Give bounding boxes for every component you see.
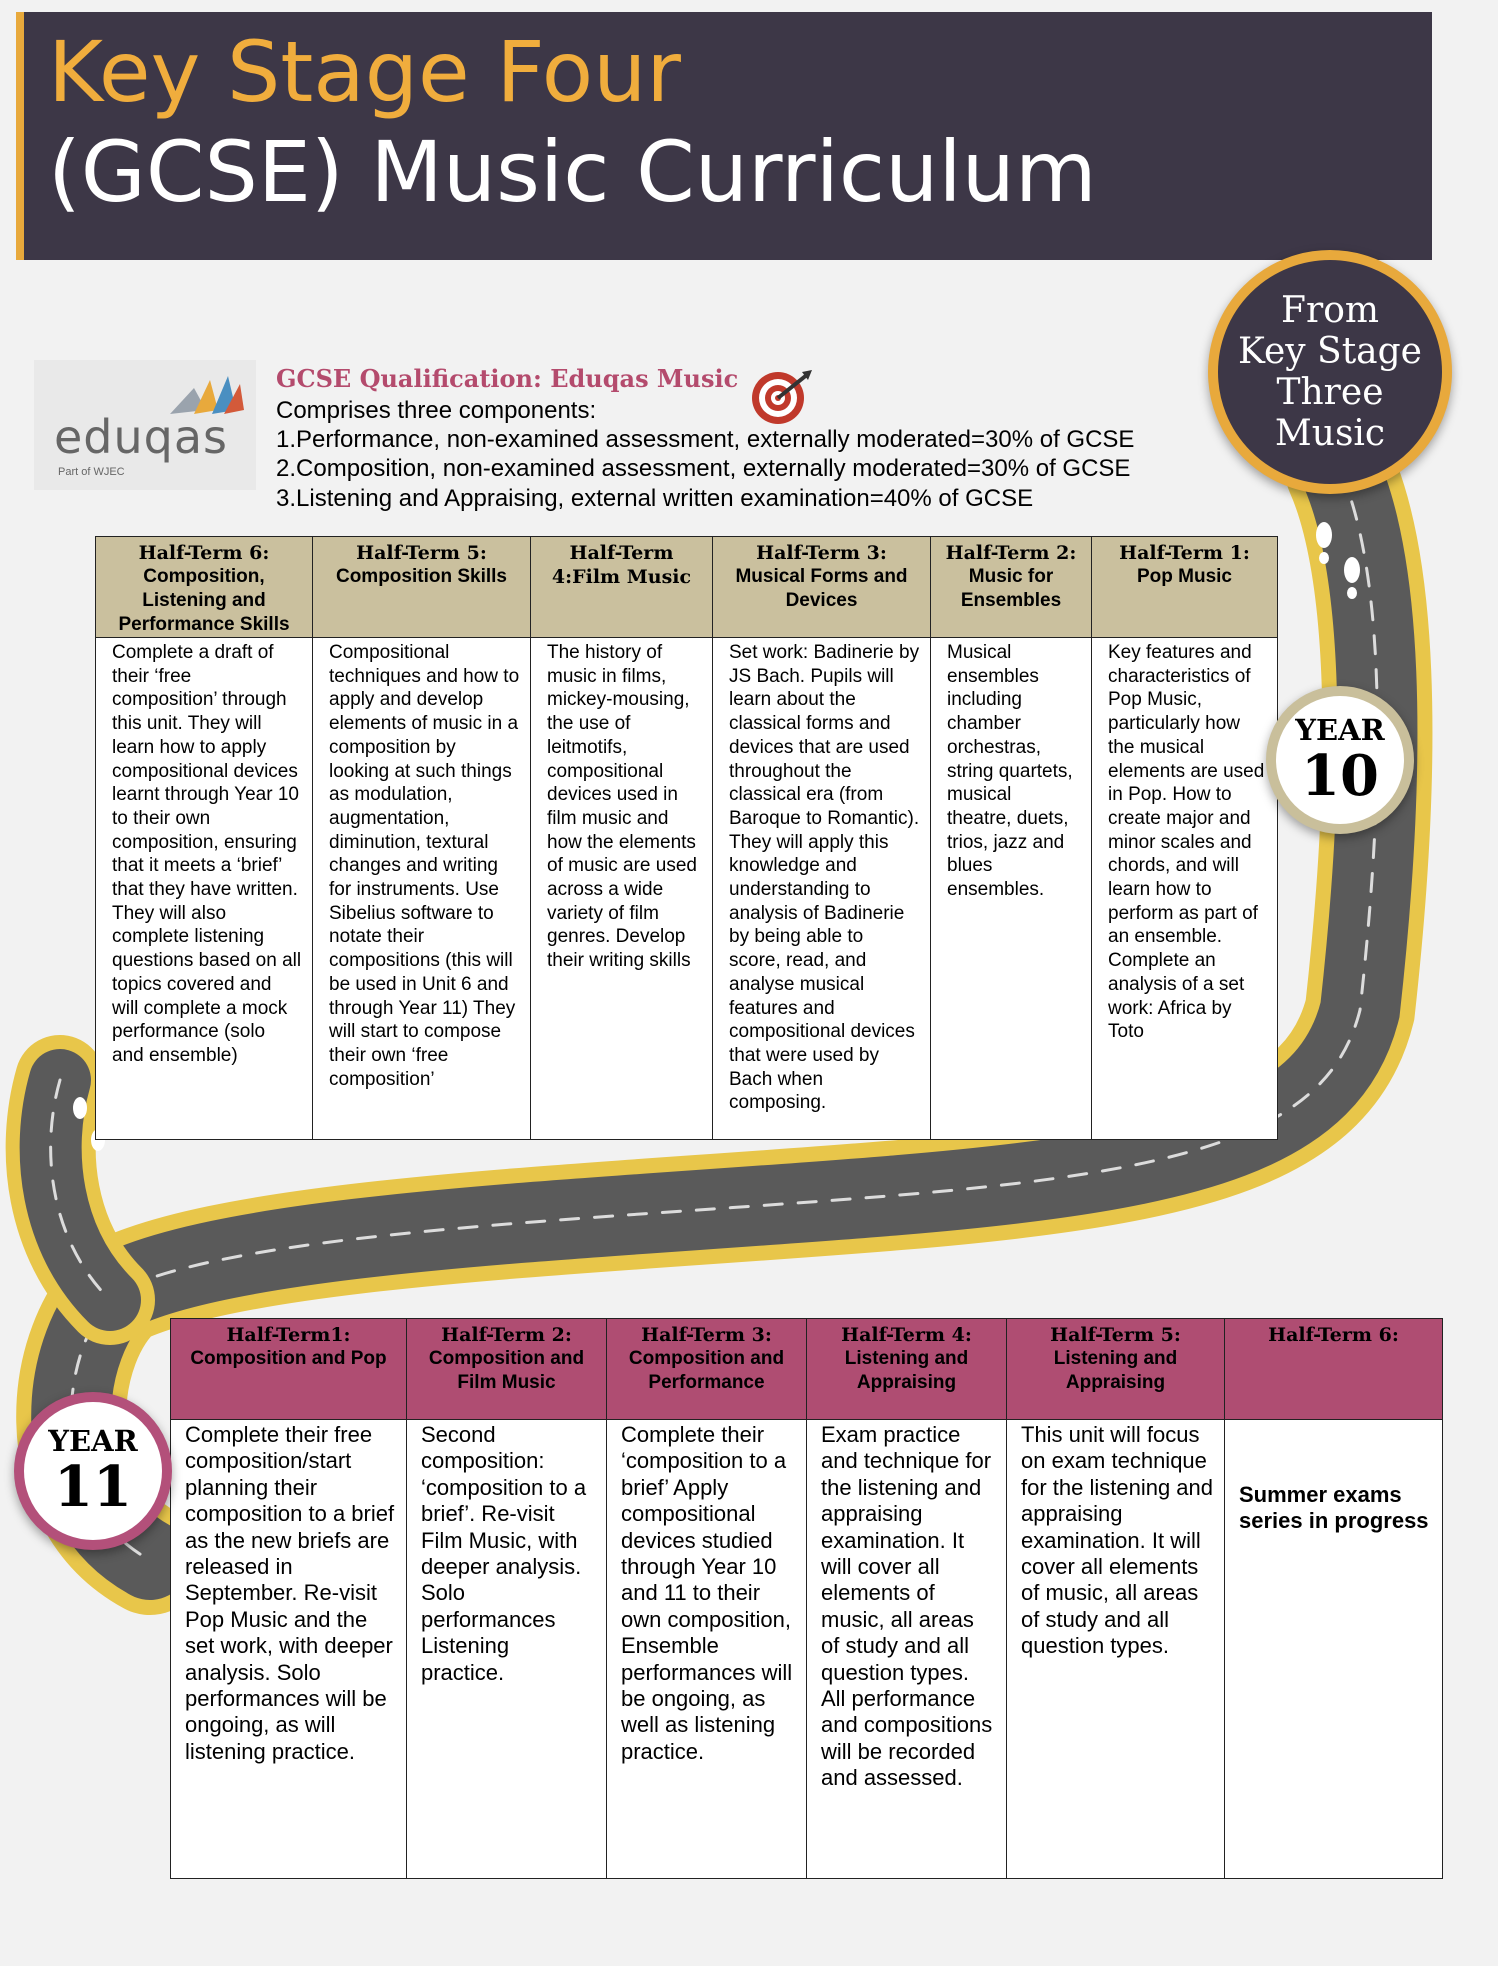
logo-wordmark: eduqas	[54, 410, 229, 464]
term-label: Half-Term 4:Film Music	[551, 542, 692, 588]
topic-label: Composition Skills	[335, 566, 508, 587]
badge-line: Key Stage	[1238, 331, 1422, 372]
qualification-intro: Comprises three components:	[276, 397, 597, 424]
qualification-component: 1.Performance, non-examined assessment, externally moderated=30% of GCSE	[276, 426, 1135, 453]
topic-label: Composition and Pop	[190, 1348, 387, 1369]
topic-label: Listening and Appraising	[844, 1348, 969, 1393]
table-header-cell	[607, 1319, 807, 1420]
year11-table	[170, 1318, 1443, 1879]
table-header-cell	[931, 537, 1092, 638]
table-header-cell	[807, 1319, 1007, 1420]
badge-line: Three	[1276, 372, 1384, 413]
table-cell: This unit will focus on exam technique for the listening and appraising examination. It will cover all elements of music, all areas of study and all question types.	[1007, 1420, 1225, 1879]
table-cell: Exam practice and technique for the listening and appraising examination. It will cover all elements of music, all areas of study and all question types. All performance and compositions will be recorded and assessed.	[807, 1420, 1007, 1879]
page-title-line2: (GCSE) Music Curriculum	[48, 123, 1097, 221]
table-header-cell	[531, 537, 713, 638]
qualification-component: 2.Composition, non-examined assessment, externally moderated=30% of GCSE	[276, 455, 1131, 482]
table-cell: Second composition: ‘composition to a brief’. Re-visit Film Music, with deeper analysis. Solo performances Listening practice.	[407, 1420, 607, 1879]
topic-label: Listening and Appraising	[1053, 1348, 1178, 1393]
qualification-component: 3.Listening and Appraising, external written examination=40% of GCSE	[276, 485, 1034, 512]
term-label: Half-Term 3:	[641, 1324, 772, 1346]
topic-label: Musical Forms and Devices	[735, 566, 908, 611]
term-label: Half-Term 5:	[356, 542, 487, 564]
year11-badge	[14, 1392, 172, 1550]
term-label: Half-Term 4:	[841, 1324, 972, 1346]
badge-line: Music	[1274, 413, 1386, 454]
table-header-cell	[313, 537, 531, 638]
logo-tagline: Part of WJEC	[58, 466, 125, 478]
table-header-cell	[407, 1319, 607, 1420]
table-cell: Complete a draft of their ‘free composition’ through this unit. They will learn how to apply compositional devices learnt through Year 10 to their own composition, ensuring that it meets a ‘brief’ that they have written. They will also complete listening questions based on all topics covered and will complete a mock performance (solo and ensemble)	[96, 638, 313, 1140]
table-cell: Set work: Badinerie by JS Bach. Pupils will learn about the classical forms and devices that are used throughout the classical era (from Baroque to Romantic). They will apply this knowledge and understanding to analysis of Badinerie by being able to score, read, and analyse musical features and compositional devices that were used by Bach when composing.	[713, 638, 931, 1140]
badge-year-number: 11	[54, 1454, 132, 1520]
page-title-line1: Key Stage Four	[48, 23, 681, 121]
term-label: Half-Term 2:	[441, 1324, 572, 1346]
table-cell: The history of music in films, mickey-mousing, the use of leitmotifs, compositional devices used in film music and how the elements of music are used across a wide variety of film genres. Develop their writing skills	[531, 638, 713, 1140]
badge-line: From	[1281, 290, 1379, 331]
topic-label: Composition, Listening and Performance Skills	[118, 566, 290, 635]
term-label: Half-Term 6:	[138, 542, 270, 564]
target-icon	[750, 368, 814, 426]
topic-label: Composition and Performance	[628, 1348, 785, 1393]
table-header-row	[171, 1319, 1443, 1420]
year10-badge	[1266, 686, 1414, 834]
year10-table	[95, 536, 1278, 1140]
eduqas-logo	[34, 360, 256, 490]
table-header-cell	[171, 1319, 407, 1420]
table-cell: Compositional techniques and how to apply and develop elements of music in a composition by looking at such things as modulation, augmentation, diminution, textural changes and writing for instruments. Use Sibelius software to notate their compositions (this will be used in Unit 6 and through Year 11) They will start to compose their own ‘free composition’	[313, 638, 531, 1140]
table-cell: Complete their ‘composition to a brief’ Apply compositional devices studied through Year 10 and 11 to their own composition, Ensemble performances will be ongoing, as well as listening practice.	[607, 1420, 807, 1879]
from-ks3-badge	[1208, 250, 1452, 494]
table-cell: Summer exams series in progress	[1225, 1420, 1443, 1879]
table-cell: Key features and characteristics of Pop Music, particularly how the musical elements are used in Pop. How to create major and minor scales and chords, and will learn how to perform as part of an ensemble. Complete an analysis of a set work: Africa by Toto	[1092, 638, 1278, 1140]
table-header-row	[96, 537, 1278, 638]
table-cell: Musical ensembles including chamber orchestras, string quartets, musical theatre, duets, trios, jazz and blues ensembles.	[931, 638, 1092, 1140]
table-cell: Complete their free composition/start planning their composition to a brief as the new briefs are released in September. Re-visit Pop Music and the set work, with deeper analysis. Solo performances will be ongoing, as will listening practice.	[171, 1420, 407, 1879]
table-header-cell	[1225, 1319, 1443, 1420]
badge-year-label: YEAR	[1295, 713, 1385, 747]
topic-label: Music for Ensembles	[960, 566, 1062, 611]
term-label: Half-Term 3:	[756, 542, 887, 564]
table-header-cell	[713, 537, 931, 638]
badge-year-label: YEAR	[48, 1424, 138, 1458]
qualification-title: GCSE Qualification: Eduqas Music	[276, 364, 739, 393]
topic-label: Composition and Film Music	[428, 1348, 585, 1393]
topic-label: Pop Music	[1136, 566, 1232, 587]
badge-year-number: 10	[1301, 743, 1379, 809]
term-label: Half-Term 2:	[945, 542, 1077, 564]
table-header-cell	[96, 537, 313, 638]
table-row	[171, 1420, 1443, 1879]
table-header-cell	[1092, 537, 1278, 638]
term-label: Half-Term 6:	[1268, 1324, 1399, 1346]
table-header-cell	[1007, 1319, 1225, 1420]
term-label: Half-Term 5:	[1050, 1324, 1181, 1346]
table-row	[96, 638, 1278, 1140]
term-label: Half-Term 1:	[1119, 542, 1250, 564]
term-label: Half-Term1:	[226, 1324, 351, 1346]
